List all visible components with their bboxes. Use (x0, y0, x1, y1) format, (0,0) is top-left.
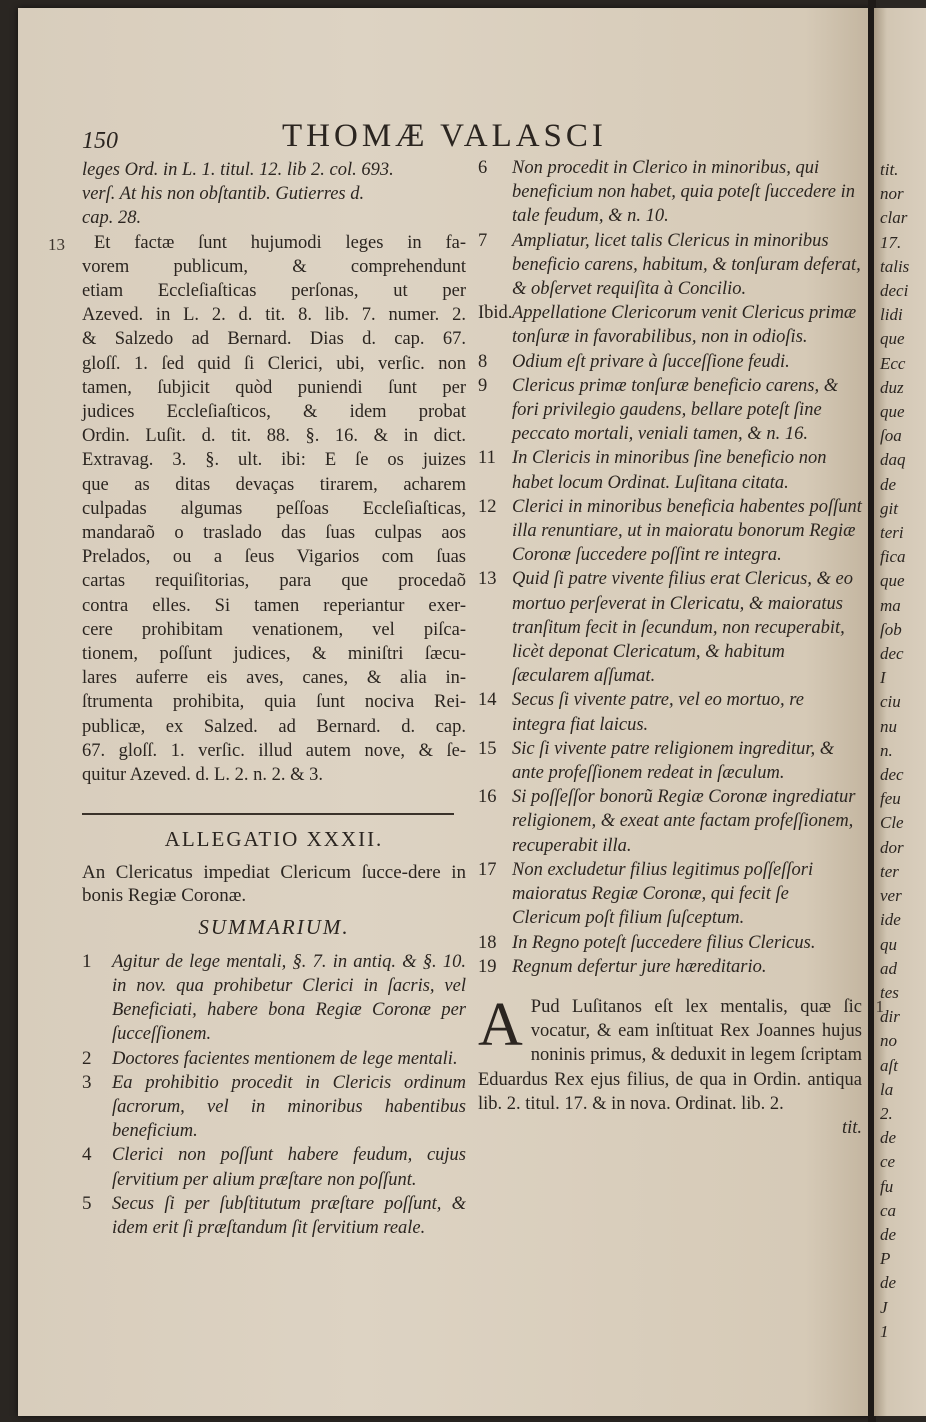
facing-page-fragment: deci (880, 281, 909, 301)
opening-lines (82, 158, 466, 231)
summary-item (478, 229, 862, 302)
summary-item-text: Odium eſt privare à ſucceſſione feudi. (512, 351, 790, 372)
facing-page-fragment: de (880, 1273, 897, 1293)
facing-page-fragment: feu (880, 789, 901, 809)
facing-page-fragment: nu (880, 716, 897, 736)
text-line: mandaraõ o traslado das ſuas culpas aos (82, 523, 466, 544)
right-column (478, 156, 884, 1140)
text-line: Ordin. Luſit. d. tit. 88. §. 16. & in dict. (82, 426, 466, 447)
facing-page-fragment: ce (880, 1152, 896, 1172)
text-line: tionem, poſſunt judices, & miniſtri ſæcu- (82, 644, 466, 665)
text-line: leges Ord. in L. 1. titul. 12. lib 2. col. 693. (82, 160, 394, 180)
facing-page-fragment: de (880, 1128, 897, 1148)
facing-page-fragment: no (880, 1031, 897, 1051)
text-line: que as ditas devaças tirarem, acharem (82, 474, 466, 495)
summary-item-number: 7 (478, 230, 488, 251)
facing-page-edge (874, 8, 926, 1416)
facing-page-fragment: ma (880, 595, 901, 615)
text-line: tamen, ſubjicit quòd puniendi ſunt per (82, 377, 466, 398)
summary-item-text: Doctores facientes mentionem de lege mentali. (112, 1048, 458, 1069)
facing-page-fragment: ter (880, 861, 899, 881)
drop-cap: A (478, 990, 523, 1059)
summary-item (478, 495, 862, 568)
summary-item-number: 5 (82, 1192, 92, 1214)
summary-item (478, 688, 862, 736)
summary-item-text: Clericus primæ tonſuræ beneficio carens, & fori privilegio gaudens, bellare poteſt ſine peccato mortali, veniali tamen, & n. 16. (512, 375, 839, 445)
facing-page-fragment: talis (880, 256, 910, 276)
body-paragraph (478, 990, 884, 1116)
summary-item (478, 156, 862, 229)
allegatio-heading: ALLEGATIO XXXII. (164, 827, 384, 852)
text-line: gloſſ. 1. ſed quid ſi Clerici, ubi, verſic. non (82, 353, 466, 374)
summary-item-number: 1 (82, 950, 92, 972)
summary-item-number: 13 (478, 569, 497, 590)
summary-item (478, 955, 862, 979)
facing-page-fragment: dec (880, 765, 904, 785)
running-title: THOMÆ VALASCI (282, 118, 607, 154)
summary-item-text: Ea prohibitio procedit in Clericis ordinum ſacrorum, vel in minoribus habentibus beneficium. (112, 1072, 466, 1142)
facing-page-fragment: de (880, 474, 897, 494)
section-rule (82, 813, 454, 815)
summary-item-number: 11 (478, 448, 496, 469)
summary-item-number: 6 (478, 158, 488, 178)
summary-item-text: In Regno poteſt ſuccedere filius Clericus. (512, 932, 816, 953)
text-line: culpadas algumas peſſoas Eccleſiaſticas, (82, 498, 466, 519)
text-line: verſ. At his non obſtantib. Gutierres d. (82, 184, 365, 205)
summary-item-text: Non procedit in Clerico in minoribus, qui beneficium non habet, quia poteſt ſuccedere in tale feudum, & n. 10. (512, 158, 856, 227)
text-line: judices Eccleſiaſticos, & idem probat (82, 402, 466, 423)
facing-page-fragment: Cle (880, 813, 904, 833)
facing-page-fragment: clar (880, 208, 908, 228)
facing-page-fragment: ver (880, 886, 902, 906)
summary-item-text: In Clericis in minoribus ſine beneficio non habet locum Ordinat. Luſitana citata. (512, 448, 827, 493)
text-line: publicæ, ex Salzed. ad Bernard. d. cap. (82, 716, 466, 737)
summary-item (478, 858, 862, 931)
summary-item (478, 350, 862, 374)
facing-page-fragment: de (880, 1224, 897, 1244)
facing-page-fragment: fica (880, 547, 906, 567)
summary-item-number: 4 (82, 1144, 92, 1166)
facing-page-fragment: Ecc (880, 353, 906, 373)
facing-page-fragment: 17. (880, 232, 902, 252)
facing-page-fragment: n. (880, 740, 893, 760)
text-line: ſtrumenta prohibita, quia ſunt nociva Rei- (82, 692, 466, 713)
page-number: 150 (82, 128, 118, 154)
facing-page-fragment: ide (880, 910, 901, 930)
summary-item-number: 14 (478, 690, 497, 711)
summary-item-text: Regnum defertur jure hæreditario. (512, 956, 767, 977)
summary-item-text: Quid ſi patre vivente filius erat Clericus, & eo mortuo perſeverat in Clericatu, & maioratus tranſitum fecit in ſecundum, non recuperabit, licèt deponat Clericatum, & habitum ſæcularem aſſumat. (512, 569, 853, 687)
facing-page-fragment: aſt (880, 1055, 898, 1075)
facing-page-fragment: ciu (880, 692, 901, 712)
text-line: vorem publicum, & comprehendunt (82, 256, 466, 277)
text-line: Extravag. 3. §. ult. ibi: E ſe os juizes (82, 450, 466, 471)
facing-page-fragment: J (880, 1297, 888, 1317)
summary-item-number: Ibid. (478, 303, 513, 324)
text-line: 67. gloſſ. 1. verſic. illud autem nove, & ſe- (82, 740, 466, 761)
facing-page-fragment: lidi (880, 305, 903, 325)
summary-item (82, 1192, 466, 1240)
text-line: Azeved. in L. 2. d. tit. 8. lib. 7. numer. 2. (82, 305, 466, 326)
text-line: Prelados, ou a ſeus Vigarios com ſuas (82, 547, 466, 568)
facing-page-fragment: 2. (880, 1103, 893, 1123)
facing-page-fragment: ad (880, 958, 897, 978)
summary-list (82, 950, 466, 1240)
margin-number: 13 (48, 234, 65, 254)
facing-page-text (874, 8, 926, 1344)
facing-page-fragment: fu (880, 1176, 894, 1196)
summary-item-number: 18 (478, 932, 497, 953)
text-line: lares auferre eis aves, canes, & alia in- (82, 668, 466, 689)
facing-page-fragment: dor (880, 837, 904, 857)
summary-item (478, 301, 862, 349)
summary-item (82, 1143, 466, 1191)
summary-item-number: 19 (478, 956, 497, 977)
summary-item-number: 3 (82, 1071, 92, 1093)
summary-item-text: Secus ſi per ſubſtitutum præſtare poſſunt, & idem erit ſi præſtandum ſit ſervitium reale. (112, 1193, 466, 1238)
text-line: cap. 28. (82, 208, 142, 229)
summary-item (478, 931, 862, 955)
summary-item (82, 1047, 466, 1071)
text-line: quitur Azeved. d. L. 2. n. 2. & 3. (82, 765, 323, 786)
summary-item-text: Appellatione Clericorum venit Clericus primæ tonſuræ in favorabilibus, non in odioſis. (512, 303, 857, 348)
facing-page-fragment: ſoa (880, 426, 902, 446)
facing-page-fragment: teri (880, 523, 904, 543)
summary-item (478, 567, 862, 688)
text-line: cere prohibitam venationem, vel piſca- (82, 619, 466, 640)
summary-item (478, 737, 862, 785)
summary-item-text: Si poſſeſſor bonorũ Regiæ Coronæ ingrediatur religionem, & exeat ante factam profeſſionem, recuperabit illa. (512, 787, 856, 856)
facing-page-fragment: qu (880, 934, 897, 954)
summary-item (478, 785, 862, 858)
text-line: etiam Eccleſiaſticas perſonas, ut per (82, 281, 466, 302)
facing-page-fragment: ſob (880, 619, 902, 639)
facing-page-fragment: duz (880, 377, 904, 397)
summary-item (82, 950, 466, 1047)
summary-item-text: Clerici non poſſunt habere feudum, cujus ſervitium per alium præſtare non poſſunt. (112, 1145, 466, 1190)
facing-page-fragment: P (880, 1249, 891, 1269)
facing-page-fragment: tit. (880, 160, 899, 179)
text-line: contra elles. Si tamen reperiantur exer- (82, 595, 466, 616)
summary-item-text: Secus ſi vivente patre, vel eo mortuo, re integra fiat laicus. (512, 690, 804, 735)
paragraph-13 (48, 231, 466, 788)
margin-number: 1 (875, 996, 884, 1016)
summary-item-number: 16 (478, 787, 497, 808)
summary-item-number: 8 (478, 351, 488, 372)
facing-page-fragment: 1 (880, 1321, 889, 1341)
page-header (82, 118, 862, 158)
facing-page-fragment: nor (880, 184, 904, 204)
facing-page-fragment: daq (880, 450, 906, 470)
facing-page-fragment: tes (880, 982, 899, 1002)
facing-page-fragment: dec (880, 644, 904, 664)
summary-item-number: 2 (82, 1047, 92, 1069)
summary-item (478, 446, 862, 494)
text-line: & Salzedo ad Bernard. Dias d. cap. 67. (82, 329, 466, 350)
summary-item-number: 9 (478, 375, 488, 396)
facing-page-fragment: que (880, 402, 905, 422)
facing-page-fragment: la (880, 1079, 894, 1099)
facing-page-fragment: que (880, 329, 905, 349)
summary-item-text: Ampliatur, licet talis Clericus in minoribus beneficio carens, habitum, & tonſuram deferat, & obſervet requiſita à Concilio. (512, 230, 861, 300)
summary-item-text: Clerici in minoribus beneficia habentes poſſunt illa renuntiare, ut in maioratu bonorum Regiæ Coronæ ſuccedere poſſint re integra. (512, 496, 862, 566)
facing-page-fragment: git (880, 498, 898, 518)
facing-page-fragment: que (880, 571, 905, 591)
allegatio-question: An Clericatus impediat Clericum ſucce-dere in bonis Regiæ Coronæ. (82, 862, 466, 907)
text-line: cartas requiſitorias, para que procedaõ (82, 571, 466, 592)
text-line: Et factæ ſunt hujumodi leges in fa- (94, 232, 466, 253)
paragraph-13-lines (82, 231, 466, 788)
summary-item (82, 1071, 466, 1144)
summary-item-number: 17 (478, 859, 497, 880)
body-text: Pud Luſitanos eſt lex mentalis, quæ ſic vocatur, & eam inſtituat Rex Joannes hujus noninis primus, & deduxit in legem ſcriptam Eduardus Rex ejus filius, de qua in Ordin. antiqua lib. 2. titul. 17. & in nova. Ordinat. lib. 2. (478, 996, 862, 1114)
summary-list-continued (478, 156, 862, 979)
summary-item-number: 15 (478, 738, 497, 759)
summarium-heading: SUMMARIUM. (198, 915, 350, 940)
left-column (48, 158, 466, 1240)
catchword: tit. (841, 1117, 862, 1138)
summary-item (478, 374, 862, 447)
facing-page-fragment: ca (880, 1200, 897, 1220)
summary-item-text: Sic ſi vivente patre religionem ingreditur, & ante profeſſionem redeat in ſæculum. (512, 738, 835, 784)
facing-page-fragment: I (880, 668, 886, 688)
summary-item-text: Agitur de lege mentali, §. 7. in antiq. & §. 10. in nov. qua prohibetur Clerici in ſacris, vel Beneficiati, habere bona Regiæ Coronæ per ſucceſſionem. (112, 951, 466, 1045)
summary-item-text: Non excludetur filius legitimus poſſeſſori maioratus Regiæ Coronæ, qui fecit ſe Clericum poſt filium ſuſceptum. (512, 859, 814, 929)
facing-page-fragment: dir (880, 1007, 900, 1027)
summary-item-number: 12 (478, 496, 497, 517)
